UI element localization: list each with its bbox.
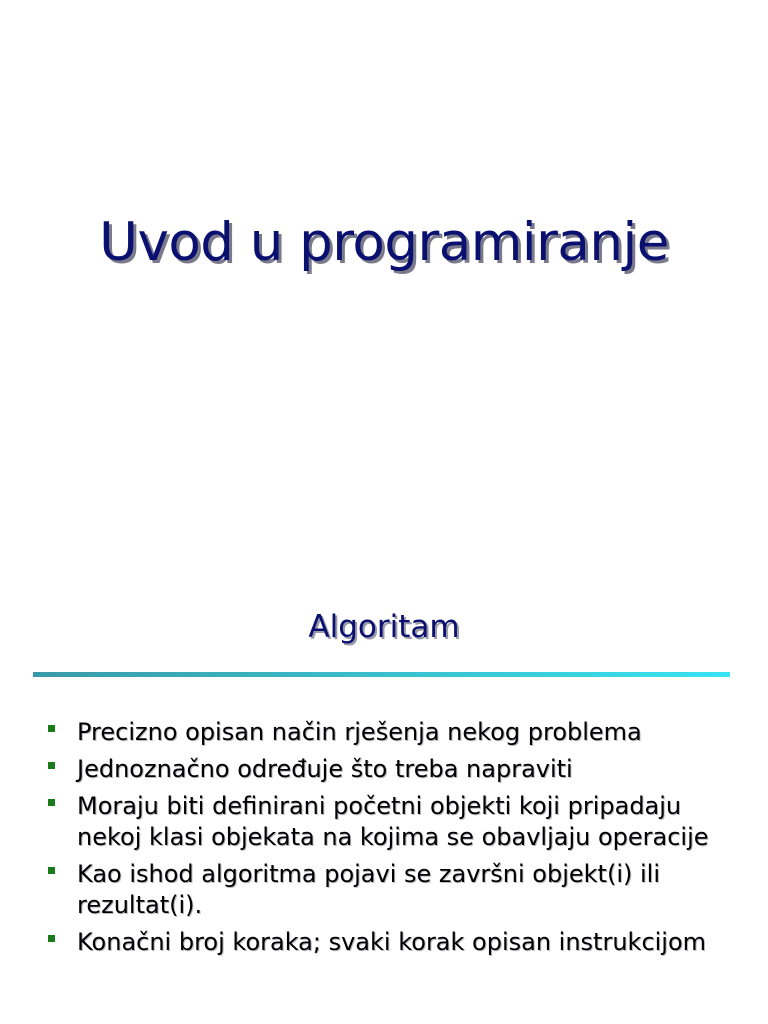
content-slide <box>0 560 768 1024</box>
bullet-text: Konačni broj koraka; svaki korak opisan instrukcijom <box>77 928 707 956</box>
slide-title: Uvod u programiranje <box>99 212 669 273</box>
bullet-list <box>45 717 735 964</box>
bullet-item <box>45 717 735 748</box>
bullet-square-icon <box>48 725 55 732</box>
bullet-item <box>45 927 735 958</box>
content-slide-title: Algoritam <box>308 609 460 645</box>
bullet-item <box>45 859 735 921</box>
bullet-square-icon <box>48 762 55 769</box>
bullet-square-icon <box>48 867 55 874</box>
bullet-item <box>45 754 735 785</box>
bullet-text: Kao ishod algoritma pojavi se završni objekt(i) ili rezultat(i). <box>77 860 660 919</box>
bullet-square-icon <box>48 799 55 806</box>
bullet-text: Moraju biti definirani početni objekti koji pripadaju nekoj klasi objekata na kojima se obavljaju operacije <box>77 792 709 851</box>
bullet-item <box>45 791 735 853</box>
bullet-text: Jednoznačno određuje što treba napraviti <box>77 755 573 783</box>
bullet-square-icon <box>48 935 55 942</box>
title-divider <box>33 672 730 677</box>
bullet-text: Precizno opisan način rješenja nekog problema <box>77 718 642 746</box>
